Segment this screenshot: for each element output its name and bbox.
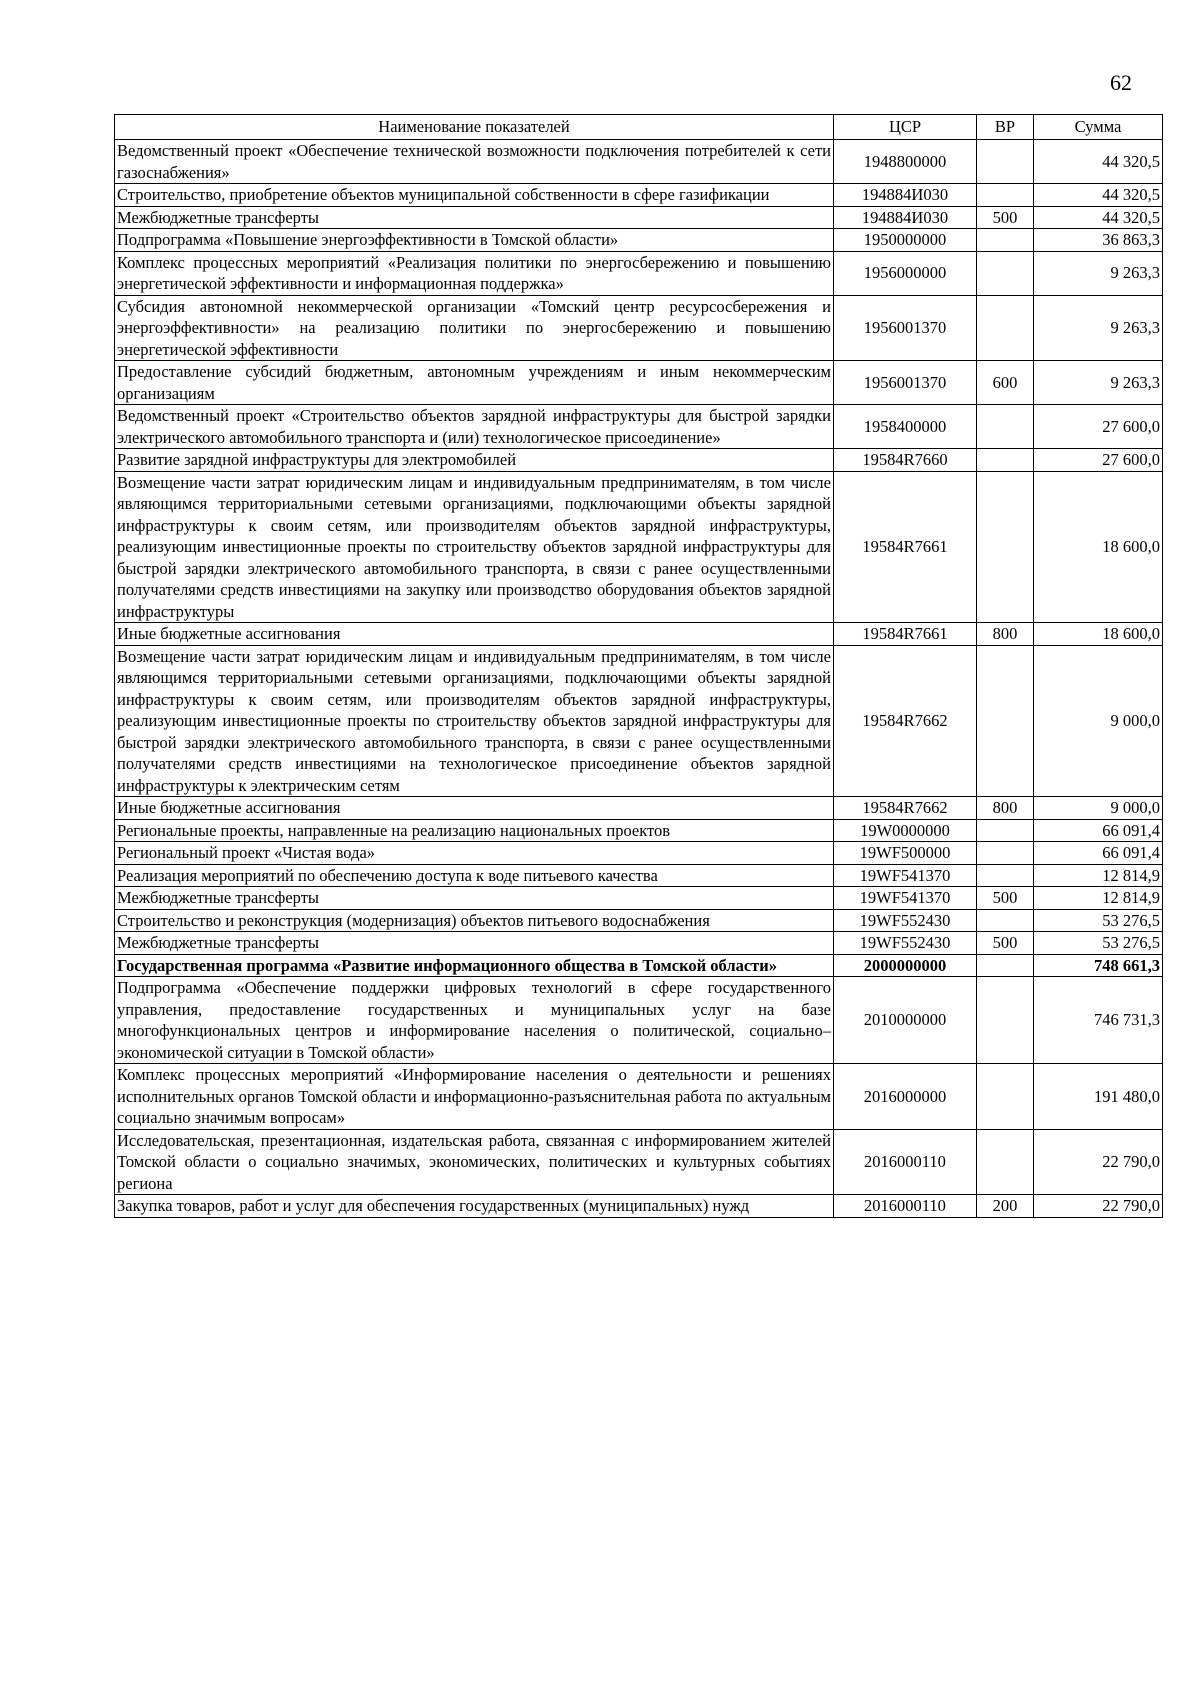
row-sum: 9 263,3	[1034, 251, 1163, 295]
table-row	[115, 206, 1163, 229]
row-sum: 12 814,9	[1034, 887, 1163, 910]
table-row	[115, 1064, 1163, 1130]
row-sum: 27 600,0	[1034, 449, 1163, 472]
row-csr: 19WF500000	[834, 842, 977, 865]
table-row	[115, 645, 1163, 797]
row-vr	[977, 184, 1034, 207]
table-row	[115, 449, 1163, 472]
table-body	[115, 140, 1163, 1218]
row-sum: 9 000,0	[1034, 645, 1163, 797]
row-sum: 44 320,5	[1034, 206, 1163, 229]
table-row	[115, 229, 1163, 252]
row-name: Иные бюджетные ассигнования	[115, 623, 834, 646]
table-row	[115, 1129, 1163, 1195]
row-vr: 800	[977, 623, 1034, 646]
row-vr: 600	[977, 361, 1034, 405]
row-name: Комплекс процессных мероприятий «Реализация политики по энергосбережению и повышению энергетической эффективности и информационная поддержка»	[115, 251, 834, 295]
table-row	[115, 140, 1163, 184]
row-vr	[977, 471, 1034, 623]
budget-table	[114, 114, 1163, 1218]
row-csr: 1948800000	[834, 140, 977, 184]
row-name: Подпрограмма «Обеспечение поддержки цифровых технологий в сфере государственного управления, предоставление государственных и муниципальных услуг на базе многофункциональных центров и информирование населения о политической, социально–экономической ситуации в Томской области»	[115, 977, 834, 1064]
row-csr: 2016000110	[834, 1129, 977, 1195]
row-name: Межбюджетные трансферты	[115, 206, 834, 229]
row-name: Ведомственный проект «Обеспечение технической возможности подключения потребителей к сети газоснабжения»	[115, 140, 834, 184]
row-csr: 1950000000	[834, 229, 977, 252]
table-row	[115, 361, 1163, 405]
row-csr: 19WF552430	[834, 932, 977, 955]
header-vr: ВР	[977, 115, 1034, 140]
row-name: Подпрограмма «Повышение энергоэффективности в Томской области»	[115, 229, 834, 252]
row-name: Государственная программа «Развитие информационного общества в Томской области»	[115, 954, 834, 977]
row-vr	[977, 819, 1034, 842]
row-sum: 191 480,0	[1034, 1064, 1163, 1130]
table-row	[115, 251, 1163, 295]
row-csr: 19584R7661	[834, 623, 977, 646]
row-name: Исследовательская, презентационная, издательская работа, связанная с информированием жителей Томской области о социально значимых, экономических, политических и культурных событиях региона	[115, 1129, 834, 1195]
row-name: Межбюджетные трансферты	[115, 887, 834, 910]
row-csr: 2010000000	[834, 977, 977, 1064]
row-vr	[977, 1129, 1034, 1195]
row-vr: 500	[977, 932, 1034, 955]
row-sum: 66 091,4	[1034, 842, 1163, 865]
table-row	[115, 797, 1163, 820]
row-vr	[977, 251, 1034, 295]
row-vr: 800	[977, 797, 1034, 820]
row-vr	[977, 405, 1034, 449]
row-vr	[977, 295, 1034, 361]
row-sum: 22 790,0	[1034, 1195, 1163, 1218]
row-csr: 19WF552430	[834, 909, 977, 932]
row-csr: 19584R7662	[834, 645, 977, 797]
row-name: Реализация мероприятий по обеспечению доступа к воде питьевого качества	[115, 864, 834, 887]
table-row	[115, 954, 1163, 977]
row-sum: 66 091,4	[1034, 819, 1163, 842]
row-csr: 1956001370	[834, 361, 977, 405]
table-row	[115, 184, 1163, 207]
row-name: Региональные проекты, направленные на реализацию национальных проектов	[115, 819, 834, 842]
row-vr: 500	[977, 887, 1034, 910]
row-vr	[977, 977, 1034, 1064]
row-name: Субсидия автономной некоммерческой организации «Томский центр ресурсосбережения и энергоэффективности» на реализацию политики по энергосбережению и повышению энергетической эффективности	[115, 295, 834, 361]
row-vr	[977, 864, 1034, 887]
row-vr	[977, 229, 1034, 252]
row-csr: 1956001370	[834, 295, 977, 361]
header-sum: Сумма	[1034, 115, 1163, 140]
table-header-row	[115, 115, 1163, 140]
row-sum: 748 661,3	[1034, 954, 1163, 977]
row-name: Межбюджетные трансферты	[115, 932, 834, 955]
row-vr	[977, 954, 1034, 977]
row-csr: 2016000000	[834, 1064, 977, 1130]
row-csr: 19584R7662	[834, 797, 977, 820]
row-vr	[977, 140, 1034, 184]
row-vr	[977, 1064, 1034, 1130]
row-sum: 22 790,0	[1034, 1129, 1163, 1195]
table-row	[115, 295, 1163, 361]
table-row	[115, 909, 1163, 932]
row-name: Строительство, приобретение объектов муниципальной собственности в сфере газификации	[115, 184, 834, 207]
row-csr: 194884И030	[834, 184, 977, 207]
row-sum: 53 276,5	[1034, 932, 1163, 955]
row-name: Предоставление субсидий бюджетным, автономным учреждениям и иным некоммерческим организациям	[115, 361, 834, 405]
row-name: Региональный проект «Чистая вода»	[115, 842, 834, 865]
row-csr: 1958400000	[834, 405, 977, 449]
row-sum: 44 320,5	[1034, 184, 1163, 207]
header-csr: ЦСР	[834, 115, 977, 140]
row-sum: 44 320,5	[1034, 140, 1163, 184]
row-name: Развитие зарядной инфраструктуры для электромобилей	[115, 449, 834, 472]
row-name: Строительство и реконструкция (модернизация) объектов питьевого водоснабжения	[115, 909, 834, 932]
row-csr: 2016000110	[834, 1195, 977, 1218]
header-name: Наименование показателей	[115, 115, 834, 140]
table-row	[115, 1195, 1163, 1218]
row-sum: 18 600,0	[1034, 623, 1163, 646]
row-sum: 53 276,5	[1034, 909, 1163, 932]
row-vr: 200	[977, 1195, 1034, 1218]
row-csr: 19WF541370	[834, 864, 977, 887]
row-vr	[977, 645, 1034, 797]
table-row	[115, 471, 1163, 623]
row-sum: 9 263,3	[1034, 295, 1163, 361]
table-row	[115, 887, 1163, 910]
row-csr: 19584R7660	[834, 449, 977, 472]
row-csr: 19W0000000	[834, 819, 977, 842]
table-row	[115, 842, 1163, 865]
table-row	[115, 405, 1163, 449]
row-sum: 27 600,0	[1034, 405, 1163, 449]
row-sum: 746 731,3	[1034, 977, 1163, 1064]
row-sum: 9 263,3	[1034, 361, 1163, 405]
row-vr	[977, 449, 1034, 472]
row-vr: 500	[977, 206, 1034, 229]
row-name: Комплекс процессных мероприятий «Информирование населения о деятельности и решениях исполнительных органов Томской области и информационно-разъяснительная работа по актуальным социально значимым вопросам»	[115, 1064, 834, 1130]
row-csr: 19WF541370	[834, 887, 977, 910]
row-name: Закупка товаров, работ и услуг для обеспечения государственных (муниципальных) нужд	[115, 1195, 834, 1218]
row-name: Возмещение части затрат юридическим лицам и индивидуальным предпринимателям, в том числе являющимся территориальными сетевыми организациями, подключающими объекты зарядной инфраструктуры к своим сетям, или производителям объектов зарядной инфраструктуры, реализующим инвестиционные проекты по строительству объектов зарядной инфраструктуры для быстрой зарядки электрического автомобильного транспорта, в связи с ранее осуществленными получателями средств инвестициями на закупку или производство оборудования объектов зарядной инфраструктуры	[115, 471, 834, 623]
row-name: Возмещение части затрат юридическим лицам и индивидуальным предпринимателям, в том числе являющимся территориальными сетевыми организациями, подключающими объекты зарядной инфраструктуры к своим сетям, или производителям объектов зарядной инфраструктуры, реализующим инвестиционные проекты по строительству объектов зарядной инфраструктуры для быстрой зарядки электрического автомобильного транспорта, в связи с ранее осуществленными получателями средств инвестициями на технологическое присоединение объектов зарядной инфраструктуры к электрическим сетям	[115, 645, 834, 797]
row-csr: 194884И030	[834, 206, 977, 229]
row-name: Иные бюджетные ассигнования	[115, 797, 834, 820]
row-sum: 12 814,9	[1034, 864, 1163, 887]
page-number: 62	[1110, 70, 1132, 95]
table-row	[115, 977, 1163, 1064]
row-sum: 36 863,3	[1034, 229, 1163, 252]
table-row	[115, 932, 1163, 955]
row-sum: 9 000,0	[1034, 797, 1163, 820]
table-row	[115, 864, 1163, 887]
row-vr	[977, 909, 1034, 932]
row-name: Ведомственный проект «Строительство объектов зарядной инфраструктуры для быстрой зарядки электрического автомобильного транспорта и (или) технологическое присоединение»	[115, 405, 834, 449]
table-row	[115, 623, 1163, 646]
row-csr: 19584R7661	[834, 471, 977, 623]
table-row	[115, 819, 1163, 842]
row-sum: 18 600,0	[1034, 471, 1163, 623]
row-csr: 1956000000	[834, 251, 977, 295]
row-csr: 2000000000	[834, 954, 977, 977]
row-vr	[977, 842, 1034, 865]
